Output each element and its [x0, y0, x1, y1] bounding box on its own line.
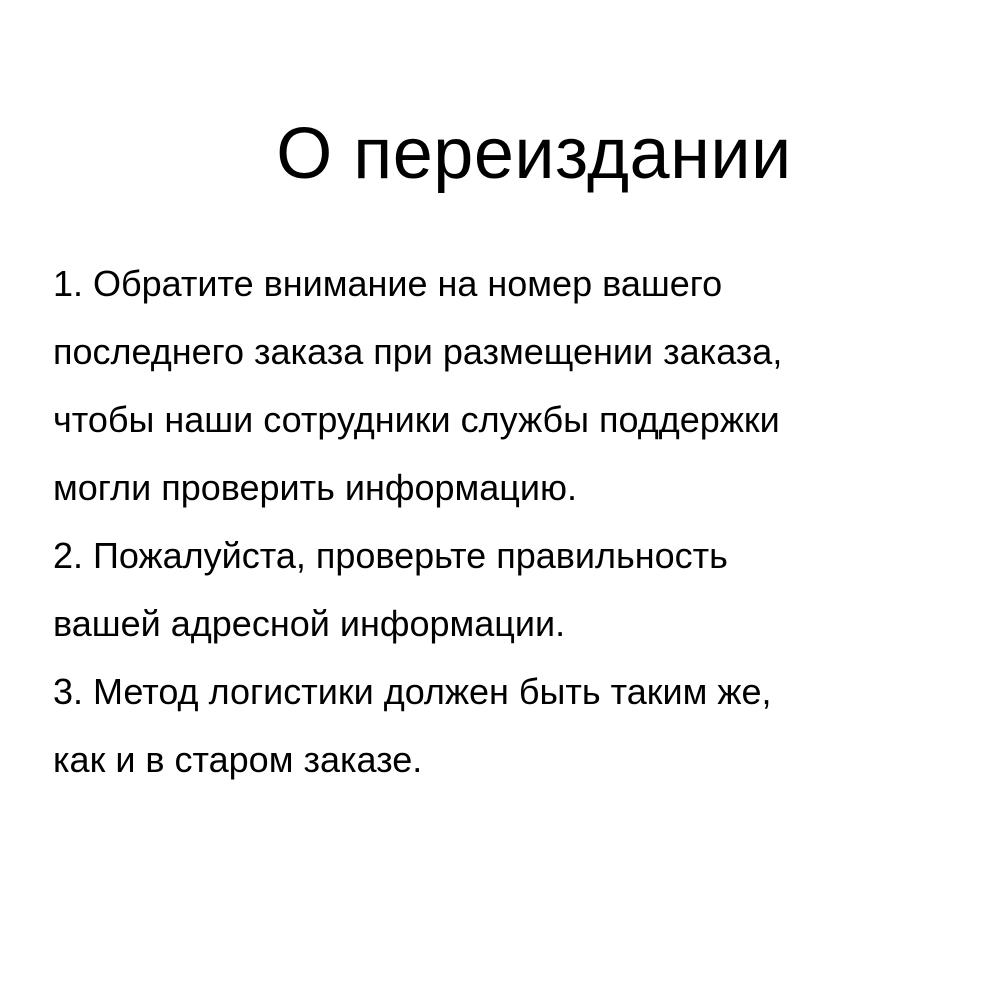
instruction-line: чтобы наши сотрудники службы поддержки [53, 399, 780, 440]
page-title: О переиздании [276, 114, 792, 194]
instruction-line: как и в старом заказе. [53, 739, 423, 780]
instruction-line: 3. Метод логистики должен быть таким же, [53, 671, 772, 712]
instruction-line: вашей адресной информации. [53, 603, 566, 644]
instructions-block [53, 250, 983, 794]
instruction-line: 1. Обратите внимание на номер вашего [53, 263, 723, 304]
instruction-line: могли проверить информацию. [53, 467, 578, 508]
instruction-line: последнего заказа при размещении заказа, [53, 331, 783, 372]
instruction-line: 2. Пожалуйста, проверьте правильность [53, 535, 728, 576]
